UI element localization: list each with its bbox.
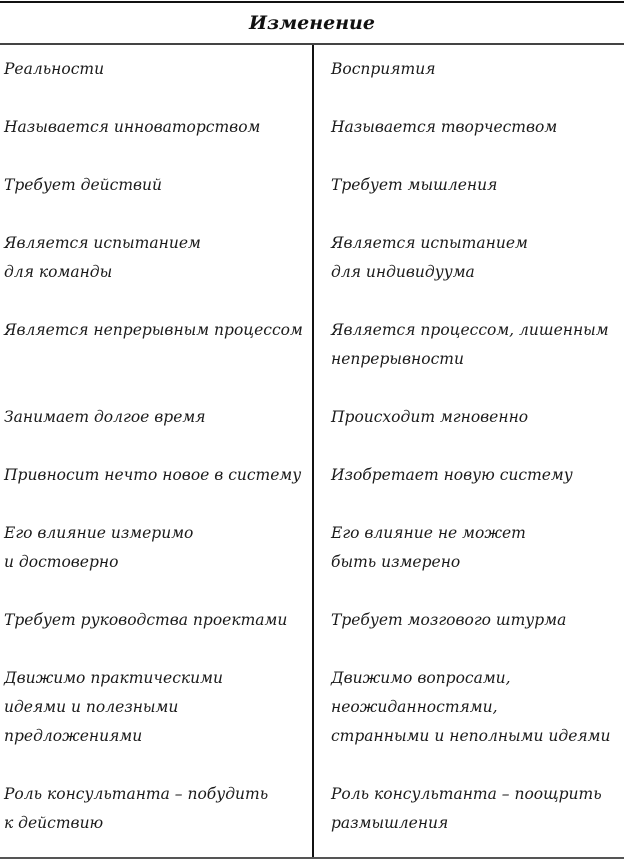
perception-cell: Роль консультанта – поощрить размышления [331,785,602,832]
perception-cell: Является процессом, лишенным непрерывности [331,321,609,368]
reality-cell: Движимо практическими идеями и полезными предложениями [4,669,223,745]
perception-cell: Является испытанием для индивидуума [331,234,528,281]
perception-cell: Движимо вопросами, неожиданностями, странными и неполными идеями [331,669,611,745]
table-body [0,45,624,857]
table-title: Изменение [249,12,375,34]
reality-cell: Привносит нечто новое в систему [4,466,302,484]
reality-cell: Является испытанием для команды [4,234,201,281]
reality-cell: Называется инноваторством [4,118,261,136]
perception-cell: Изобретает новую систему [331,466,573,484]
reality-cell: Занимает долгое время [4,408,206,426]
reality-cell: Реальности [4,60,105,78]
perception-cell: Восприятия [331,60,436,78]
reality-cell: Роль консультанта – побудить к действию [4,785,269,832]
perception-cell: Называется творчеством [331,118,558,136]
perception-cell: Его влияние не может быть измерено [331,524,526,571]
perception-cell: Требует мозгового штурма [331,611,567,629]
reality-cell: Требует действий [4,176,163,194]
reality-cell: Его влияние измеримо и достоверно [4,524,194,571]
reality-cell: Требует руководства проектами [4,611,288,629]
reality-cell: Является непрерывным процессом [4,321,303,339]
column-divider [312,45,314,857]
perception-cell: Происходит мгновенно [331,408,529,426]
perception-cell: Требует мышления [331,176,498,194]
comparison-table [0,1,624,859]
